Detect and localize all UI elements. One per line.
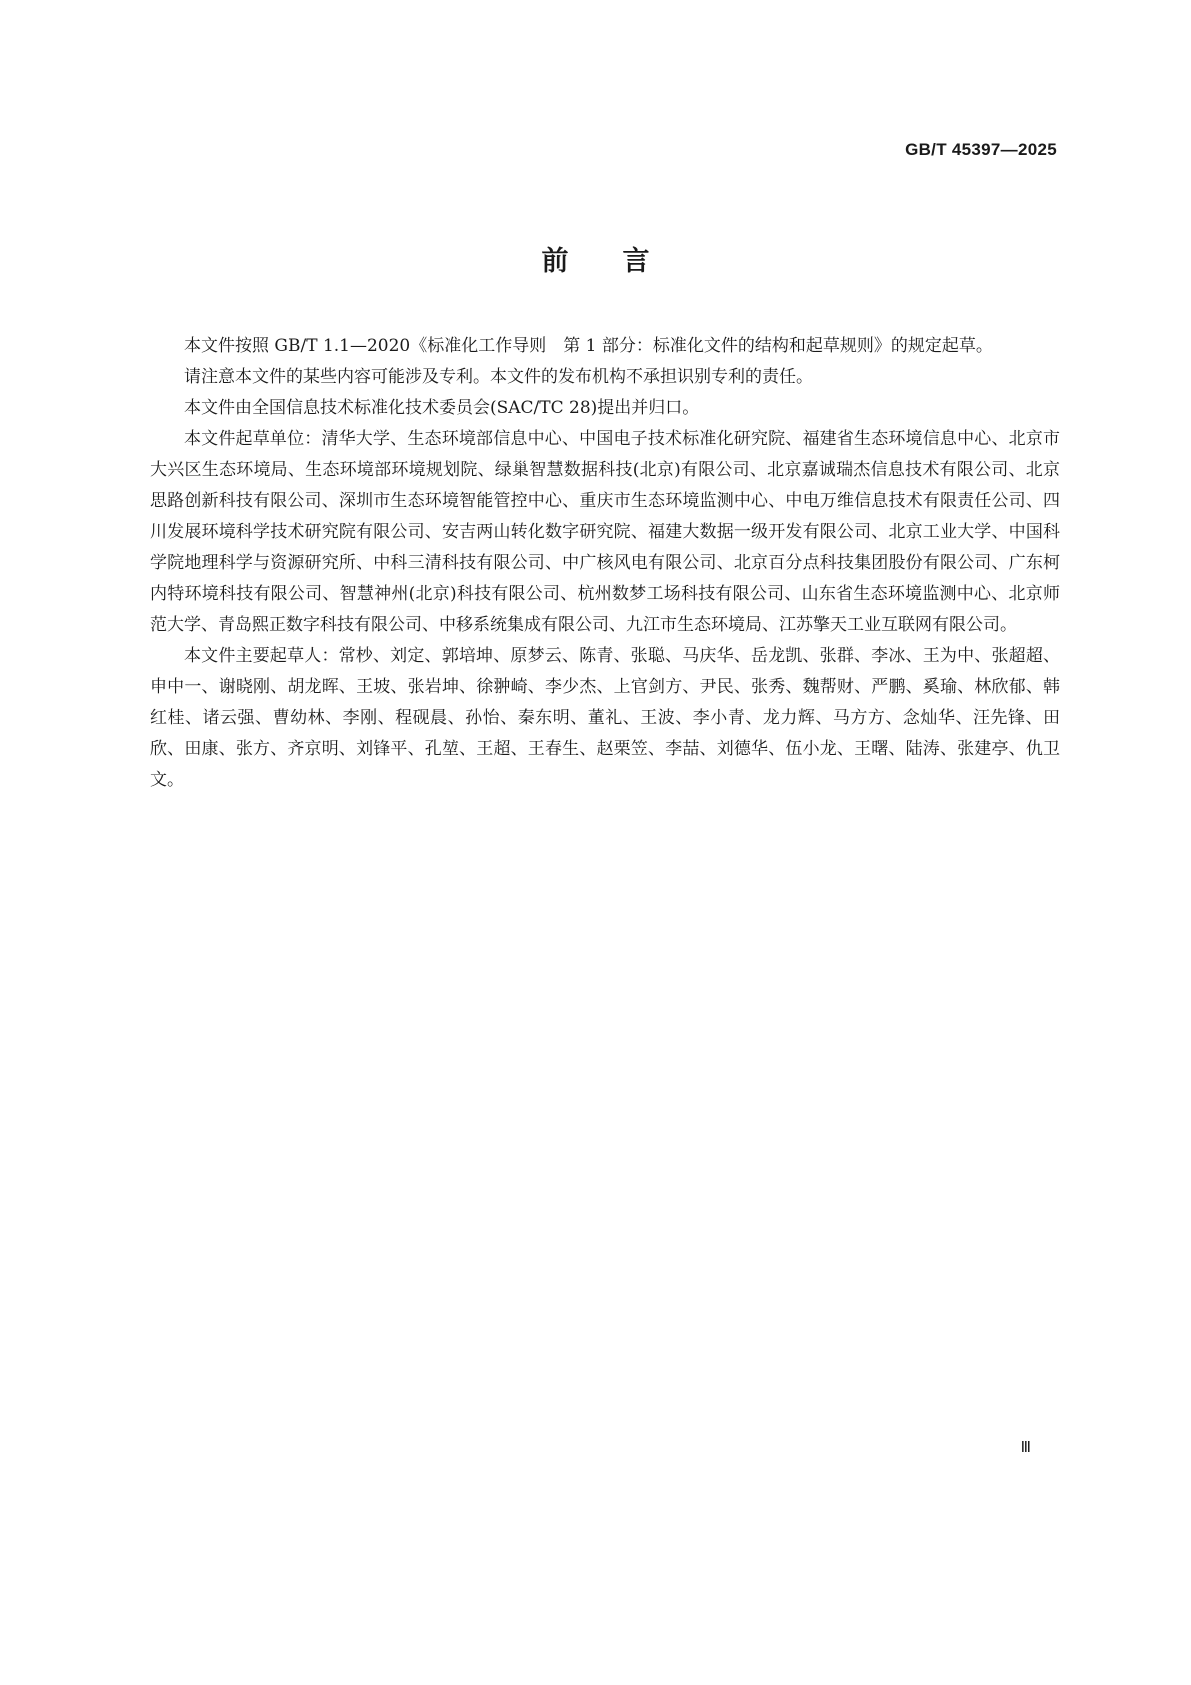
paragraph-proposer: 本文件由全国信息技术标准化技术委员会(SAC/TC 28)提出并归口。 (184, 398, 700, 418)
paragraph-drafting-units: 本文件起草单位：清华大学、生态环境部信息中心、中国电子技术标准化研究院、福建省生态环境信息中心、北京市大兴区生态环境局、生态环境部环境规划院、绿巢智慧数据科技(北京)有限公司、北京嘉诚瑞杰信息技术有限公司、北京思路创新科技有限公司、深圳市生态环境智能管控中心、重庆市生态环境监测中心、中电万维信息技术有限责任公司、四川发展环境科学技术研究院有限公司、安吉两山转化数字研究院、福建大数据一级开发有限公司、北京工业大学、中国科学院地理科学与资源研究所、中科三清科技有限公司、中广核风电有限公司、北京百分点科技集团股份有限公司、广东柯内特环境科技有限公司、智慧神州(北京)科技有限公司、杭州数梦工场科技有限公司、山东省生态环境监测中心、北京师范大学、青岛熙正数字科技有限公司、中移系统集成有限公司、九江市生态环境局、江苏擎天工业互联网有限公司。 (150, 429, 1060, 635)
title-char-1: 前 (541, 246, 569, 277)
foreword-body (150, 331, 1060, 796)
document-code: GB/T 45397—2025 (905, 140, 1057, 159)
title-char-2: 言 (622, 246, 650, 277)
page-number: Ⅲ (1020, 1438, 1031, 1456)
page-title (0, 242, 1191, 282)
paragraph-drafters: 本文件主要起草人：常杪、刘定、郭培坤、原梦云、陈青、张聪、马庆华、岳龙凯、张群、李冰、王为中、张超超、申中一、谢晓刚、胡龙晖、王坡、张岩坤、徐翀崎、李少杰、上官剑方、尹民、张秀、魏帮财、严鹏、奚瑜、林欣郁、韩红桂、诸云强、曹幼林、李刚、程砚晨、孙怡、秦东明、董礼、王波、李小青、龙力辉、马方方、念灿华、汪先锋、田欣、田康、张方、齐京明、刘锋平、孔堃、王超、王春生、赵栗笠、李喆、刘德华、伍小龙、王曙、陆涛、张建亭、仇卫文。 (150, 646, 1060, 790)
paragraph-patent-notice: 请注意本文件的某些内容可能涉及专利。本文件的发布机构不承担识别专利的责任。 (184, 367, 813, 387)
paragraph-drafting-rules: 本文件按照 GB/T 1.1—2020《标准化工作导则 第 1 部分：标准化文件的结构和起草规则》的规定起草。 (184, 336, 993, 356)
